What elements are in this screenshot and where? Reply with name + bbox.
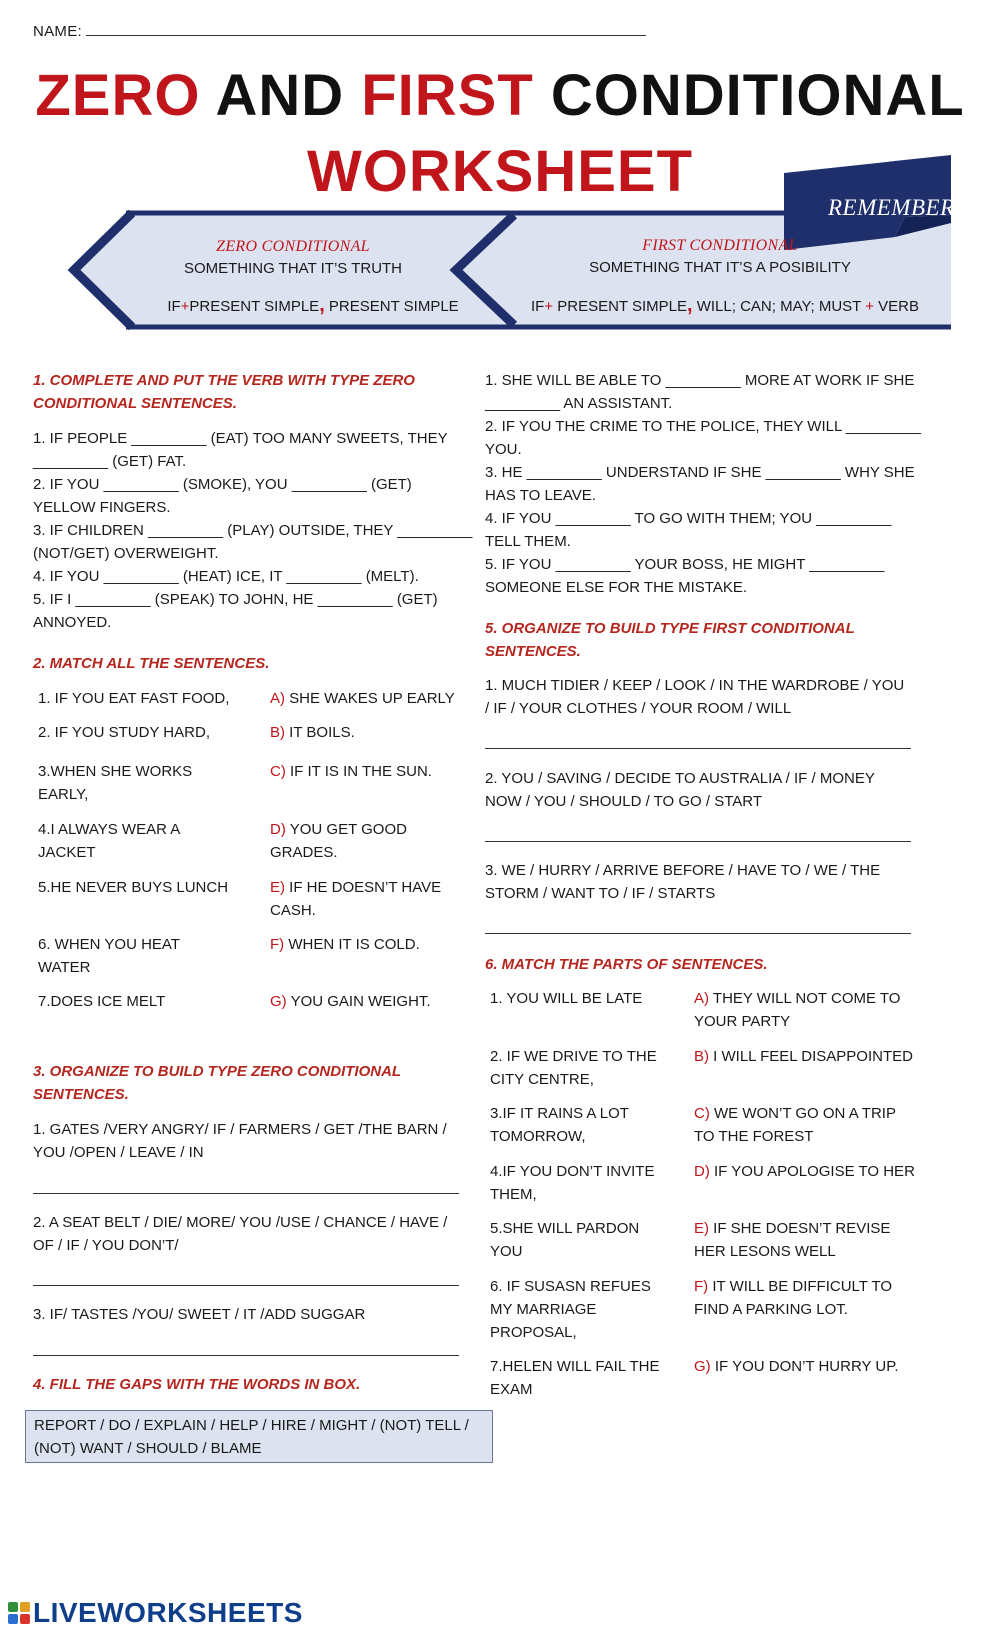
ex3-answer-line-2[interactable] [33, 1285, 459, 1286]
ex2-left-2[interactable]: 2. IF YOU STUDY HARD, [38, 724, 210, 741]
liveworksheets-logo[interactable] [8, 1597, 303, 1629]
option-text: THEY WILL NOT COME TO YOUR PARTY [694, 990, 901, 1030]
option-text: IT BOILS. [289, 724, 355, 741]
logo-grid-icon [8, 1602, 30, 1624]
ex5-answer-line-2[interactable] [485, 841, 911, 842]
option-text: WHEN IT IS COLD. [288, 936, 420, 953]
ex3-item-3: 3. IF/ TASTES /YOU/ SWEET / IT /ADD SUGGAR [33, 1306, 366, 1323]
ex6-right-f[interactable] [694, 1275, 909, 1321]
ex2-right-a[interactable] [270, 687, 470, 710]
ex2-right-c[interactable] [270, 760, 470, 783]
title-word-first: FIRST [361, 63, 534, 128]
word-box: REPORT / DO / EXPLAIN / HELP / HIRE / MIGHT / (NOT) TELL / (NOT) WANT / SHOULD / BLAME [25, 1410, 493, 1463]
ex6-right-b[interactable] [694, 1045, 924, 1068]
first-conditional-title: FIRST CONDITIONAL [642, 237, 798, 254]
ex4-line[interactable]: 4. IF YOU _________ TO GO WITH THEM; YOU _________ [485, 510, 892, 527]
option-text: IF YOU DON’T HURRY UP. [714, 1358, 899, 1375]
ex2-right-f[interactable] [270, 933, 470, 956]
option-text: WE WON’T GO ON A TRIP TO THE FOREST [694, 1105, 896, 1145]
zero-conditional-formula [128, 294, 498, 317]
formula-plus: + [544, 298, 554, 315]
ex4-line[interactable]: SOMEONE ELSE FOR THE MISTAKE. [485, 579, 747, 596]
option-letter: F) [694, 1278, 709, 1295]
ex1-line[interactable]: 2. IF YOU _________ (SMOKE), YOU _________ (GET) [33, 476, 412, 493]
ex1-line[interactable]: 4. IF YOU _________ (HEAT) ICE, IT _________ (MELT). [33, 568, 419, 585]
ex4-line[interactable]: YOU. [485, 441, 522, 458]
ex6-left-5[interactable]: 5.SHE WILL PARDON YOU [490, 1220, 640, 1260]
first-conditional-desc: SOMETHING THAT IT’S A POSIBILITY [589, 259, 851, 276]
formula-part: PRESENT SIMPLE [557, 298, 687, 315]
option-letter: G) [270, 993, 287, 1010]
formula-part: PRESENT SIMPLE [328, 298, 459, 315]
ex5-answer-line-1[interactable] [485, 748, 911, 749]
formula-if: IF [530, 298, 545, 315]
option-letter: E) [270, 879, 285, 896]
ex5-item-1: 1. MUCH TIDIER / KEEP / LOOK / IN THE WARDROBE / YOU / IF / YOUR CLOTHES / YOUR ROOM / WILL [485, 677, 905, 717]
formula-plus: + [180, 298, 190, 315]
ex6-left-3[interactable]: 3.IF IT RAINS A LOT TOMORROW, [490, 1105, 629, 1145]
ex3-title: 3. ORGANIZE TO BUILD TYPE ZERO CONDITIONAL SENTENCES. [33, 1063, 401, 1103]
logo-text: LIVEWORKSHEETS [33, 1597, 303, 1628]
title-word-conditional: CONDITIONAL [550, 63, 965, 128]
page-title-line1 [0, 62, 1000, 129]
ex6-left-7[interactable]: 7.HELEN WILL FAIL THE EXAM [490, 1358, 660, 1398]
ex3-answer-line-1[interactable] [33, 1193, 459, 1194]
ex4-line[interactable]: TELL THEM. [485, 533, 571, 550]
ex4-line[interactable]: 5. IF YOU _________ YOUR BOSS, HE MIGHT _________ [485, 556, 885, 573]
ex6-right-a[interactable] [694, 987, 909, 1033]
ex6-left-1[interactable]: 1. YOU WILL BE LATE [490, 990, 643, 1007]
option-letter: B) [270, 724, 285, 741]
ex6-right-e[interactable] [694, 1217, 924, 1263]
ex6-right-d[interactable] [694, 1160, 924, 1183]
name-field[interactable] [33, 22, 646, 40]
option-letter: C) [694, 1105, 710, 1122]
ex1-line[interactable]: 1. IF PEOPLE _________ (EAT) TOO MANY SWEETS, THEY [33, 430, 448, 447]
option-letter: G) [694, 1358, 711, 1375]
ex2-left-6[interactable]: 6. WHEN YOU HEAT WATER [38, 936, 180, 976]
ex6-left-6[interactable]: 6. IF SUSASN REFUES MY MARRIAGE PROPOSAL, [490, 1278, 651, 1341]
name-blank-line[interactable] [86, 22, 646, 36]
ex6-title: 6. MATCH THE PARTS OF SENTENCES. [485, 956, 768, 973]
option-text: I WILL FEEL DISAPPOINTED [713, 1048, 913, 1065]
ex3-item-1: 1. GATES /VERY ANGRY/ IF / FARMERS / GET /THE BARN / YOU /OPEN / LEAVE / IN [33, 1121, 447, 1161]
ex2-title: 2. MATCH ALL THE SENTENCES. [33, 655, 270, 672]
formula-comma: , [687, 294, 693, 316]
ex1-line[interactable]: 5. IF I _________ (SPEAK) TO JOHN, HE _________ (GET) [33, 591, 438, 608]
ex3-answer-line-3[interactable] [33, 1355, 459, 1356]
option-letter: E) [694, 1220, 709, 1237]
ex4-line[interactable]: 1. SHE WILL BE ABLE TO _________ MORE AT WORK IF SHE [485, 372, 915, 389]
ex1-title: 1. COMPLETE AND PUT THE VERB WITH TYPE ZERO CONDITIONAL SENTENCES. [33, 372, 415, 412]
ex1-line[interactable]: _________ (GET) FAT. [33, 453, 187, 470]
page-title-line2: WORKSHEET [307, 139, 693, 204]
option-letter: A) [694, 990, 709, 1007]
ex6-right-g[interactable] [694, 1355, 924, 1378]
option-text: SHE WAKES UP EARLY [289, 690, 455, 707]
option-text: IF YOU APOLOGISE TO HER [714, 1163, 915, 1180]
option-text: IF SHE DOESN’T REVISE HER LESONS WELL [694, 1220, 891, 1260]
option-text: IT WILL BE DIFFICULT TO FIND A PARKING LOT. [694, 1278, 893, 1318]
zero-conditional-title: ZERO CONDITIONAL [216, 238, 370, 255]
ex4-title: 4. FILL THE GAPS WITH THE WORDS IN BOX. [33, 1376, 361, 1393]
ex5-item-3: 3. WE / HURRY / ARRIVE BEFORE / HAVE TO / WE / THE STORM / WANT TO / IF / STARTS [485, 862, 881, 902]
title-word-zero: ZERO [35, 63, 201, 128]
ex2-left-1[interactable]: 1. IF YOU EAT FAST FOOD, [38, 690, 230, 707]
option-letter: F) [270, 936, 285, 953]
ex4-sentences [485, 369, 925, 599]
ex4-line[interactable]: _________ AN ASSISTANT. [485, 395, 673, 412]
option-letter: D) [270, 821, 286, 838]
ex1-body [33, 427, 473, 634]
zero-conditional-desc: SOMETHING THAT IT’S TRUTH [183, 260, 403, 277]
formula-part: PRESENT SIMPLE [189, 298, 320, 315]
formula-plus: + [865, 298, 874, 315]
ex1-line[interactable]: YELLOW FINGERS. [33, 499, 171, 516]
ex2-left-7[interactable]: 7.DOES ICE MELT [38, 993, 166, 1010]
option-text: YOU GET GOOD GRADES. [270, 821, 407, 861]
ex2-right-d[interactable] [270, 818, 420, 864]
ex1-line[interactable]: (NOT/GET) OVERWEIGHT. [33, 545, 219, 562]
ex5-item-2: 2. YOU / SAVING / DECIDE TO AUSTRALIA / IF / MONEY NOW / YOU / SHOULD / TO GO / START [485, 770, 875, 810]
ex6-right-c[interactable] [694, 1102, 909, 1148]
ex2-left-4[interactable]: 4.I ALWAYS WEAR A JACKET [38, 821, 180, 861]
ex5-title: 5. ORGANIZE TO BUILD TYPE FIRST CONDITIONAL SENTENCES. [485, 620, 855, 660]
option-text: YOU GAIN WEIGHT. [290, 993, 431, 1010]
ex2-left-3[interactable]: 3.WHEN SHE WORKS EARLY, [38, 763, 193, 803]
ex2-left-5[interactable]: 5.HE NEVER BUYS LUNCH [38, 879, 229, 896]
formula-comma: , [319, 294, 325, 316]
ex4-line[interactable]: HAS TO LEAVE. [485, 487, 596, 504]
ex2-right-e[interactable] [270, 876, 450, 922]
ex2-right-g[interactable] [270, 990, 470, 1013]
name-label: NAME: [33, 23, 83, 40]
option-text: IF HE DOESN’T HAVE CASH. [270, 879, 442, 919]
option-letter: A) [270, 690, 285, 707]
ex4-line[interactable]: 2. IF YOU THE CRIME TO THE POLICE, THEY WILL _________ [485, 418, 922, 435]
formula-if: IF [167, 298, 181, 315]
option-letter: D) [694, 1163, 710, 1180]
ex1-line[interactable]: ANNOYED. [33, 614, 112, 631]
ex2-right-b[interactable] [270, 721, 470, 744]
formula-part: WILL; CAN; MAY; MUST [696, 298, 862, 315]
ex6-left-4[interactable]: 4.IF YOU DON’T INVITE THEM, [490, 1163, 655, 1203]
formula-part: VERB [878, 298, 920, 315]
remember-label: REMEMBER [828, 195, 955, 220]
first-conditional-formula [520, 294, 930, 317]
ex5-answer-line-3[interactable] [485, 933, 911, 934]
option-text: IF IT IS IN THE SUN. [290, 763, 432, 780]
ex4-line[interactable]: 3. HE _________ UNDERSTAND IF SHE _________ WHY SHE [485, 464, 915, 481]
ex6-left-2[interactable]: 2. IF WE DRIVE TO THE CITY CENTRE, [490, 1048, 657, 1088]
option-letter: B) [694, 1048, 709, 1065]
title-word-and: AND [215, 63, 345, 128]
ex3-item-2: 2. A SEAT BELT / DIE/ MORE/ YOU /USE / CHANCE / HAVE / OF / IF / YOU DON’T/ [33, 1214, 448, 1254]
ex1-line[interactable]: 3. IF CHILDREN _________ (PLAY) OUTSIDE, THEY _________ [33, 522, 473, 539]
option-letter: C) [270, 763, 286, 780]
